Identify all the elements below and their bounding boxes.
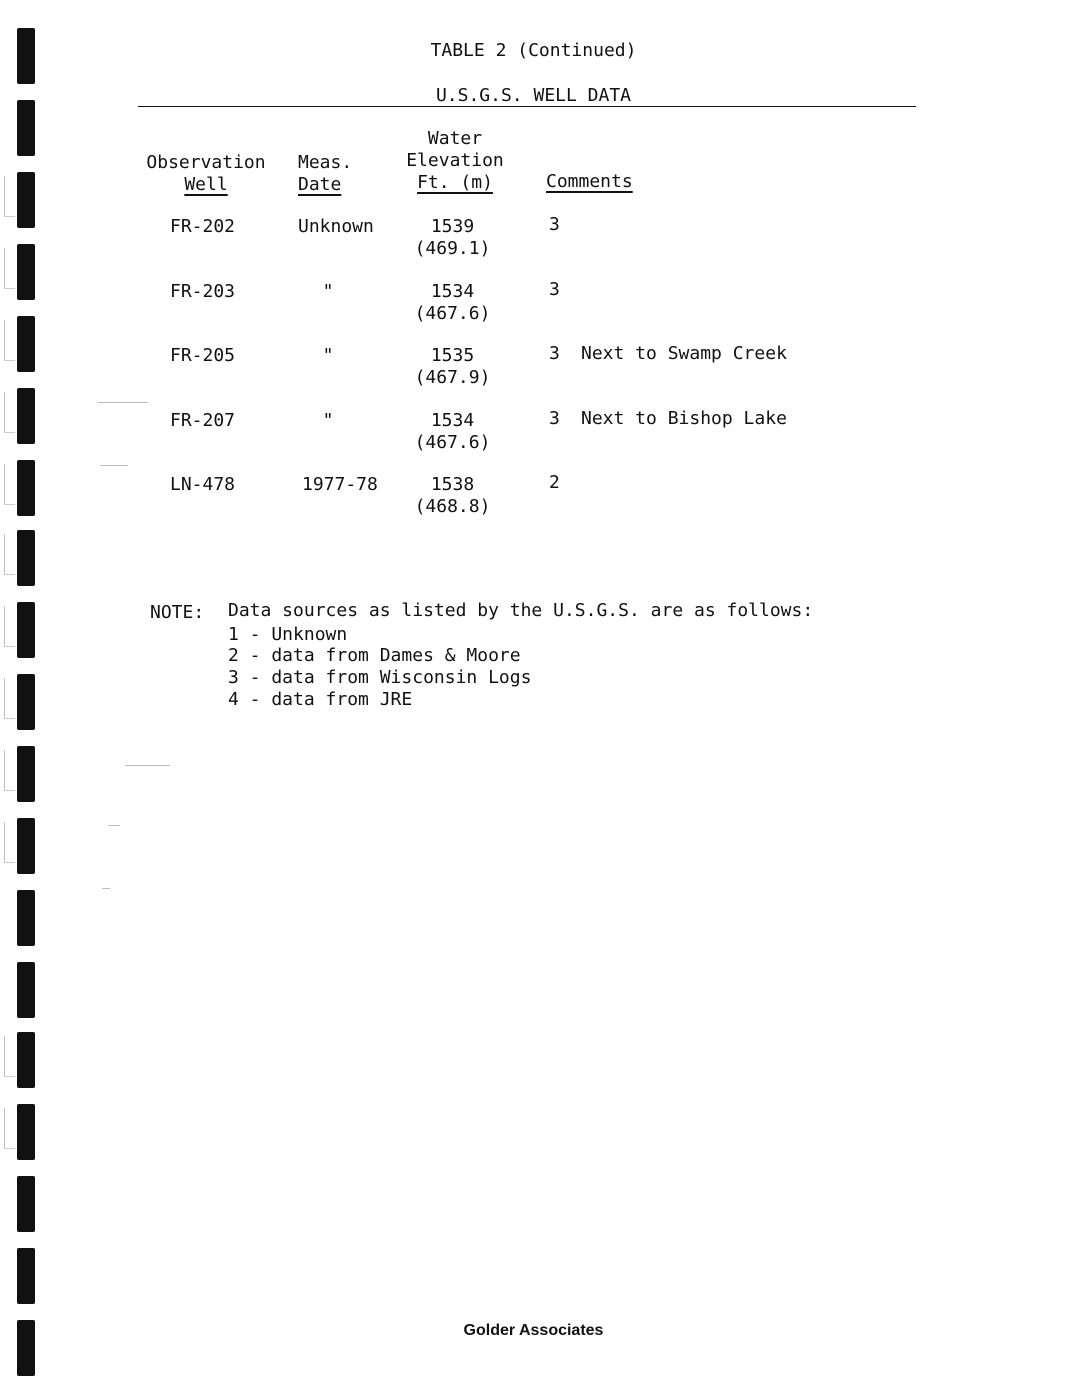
meas-date: Unknown — [298, 216, 374, 237]
source-code: 3 — [549, 214, 560, 235]
footer-company: Golder Associates — [463, 1322, 604, 1339]
meas-date: " — [322, 345, 334, 366]
note-item: 2 - data from Dames & Moore — [228, 645, 521, 666]
note-intro: Data sources as listed by the U.S.G.S. are as follows: — [228, 600, 814, 621]
source-code: 3 — [549, 408, 560, 429]
table-row — [0, 474, 1067, 524]
col-header-elev-line1: Water — [427, 128, 483, 149]
table-row — [0, 345, 1067, 395]
elevation-ft: 1539 — [430, 216, 475, 237]
elevation-m: (467.6) — [414, 303, 491, 324]
well-id: FR-203 — [170, 281, 236, 302]
binding-holes — [0, 0, 40, 1380]
col-header-date-line2: Meas. — [298, 152, 353, 173]
col-header-well-line2: Observation — [146, 152, 266, 173]
comment-text: Next to Bishop Lake — [581, 408, 787, 429]
elevation-ft: 1534 — [430, 410, 475, 431]
note-item: 4 - data from JRE — [228, 689, 413, 710]
source-code: 3 — [549, 279, 560, 300]
meas-date: " — [322, 281, 334, 302]
table-title: TABLE 2 (Continued) — [430, 40, 637, 61]
col-header-well-line3: Well — [184, 174, 228, 195]
elevation-m: (468.8) — [414, 496, 491, 517]
elevation-m: (469.1) — [414, 238, 491, 259]
well-id: FR-202 — [170, 216, 236, 237]
meas-date: " — [322, 410, 334, 431]
meas-date: 1977-78 — [302, 474, 378, 495]
source-code: 2 — [549, 472, 560, 493]
col-header-date-line3: Date — [298, 174, 342, 195]
elevation-ft: 1534 — [430, 281, 475, 302]
well-id: LN-478 — [170, 474, 236, 495]
table-row — [0, 410, 1067, 460]
note-label: NOTE: — [150, 602, 205, 623]
note-item: 3 - data from Wisconsin Logs — [228, 667, 532, 688]
source-code: 3 — [549, 343, 560, 364]
well-id: FR-207 — [170, 410, 236, 431]
header-rule — [138, 106, 916, 107]
elevation-m: (467.6) — [414, 432, 491, 453]
col-header-elev-line2: Elevation — [406, 150, 504, 171]
elevation-ft: 1535 — [430, 345, 475, 366]
col-header-comments: Comments — [546, 171, 633, 192]
well-id: FR-205 — [170, 345, 236, 366]
table-subtitle: U.S.G.S. WELL DATA — [435, 85, 632, 106]
table-row — [0, 216, 1067, 266]
table-row — [0, 281, 1067, 331]
comment-text: Next to Swamp Creek — [581, 343, 787, 364]
col-header-elev-line3: Ft. (m) — [417, 172, 493, 193]
elevation-ft: 1538 — [430, 474, 475, 495]
elevation-m: (467.9) — [414, 367, 491, 388]
note-item: 1 - Unknown — [228, 624, 348, 645]
